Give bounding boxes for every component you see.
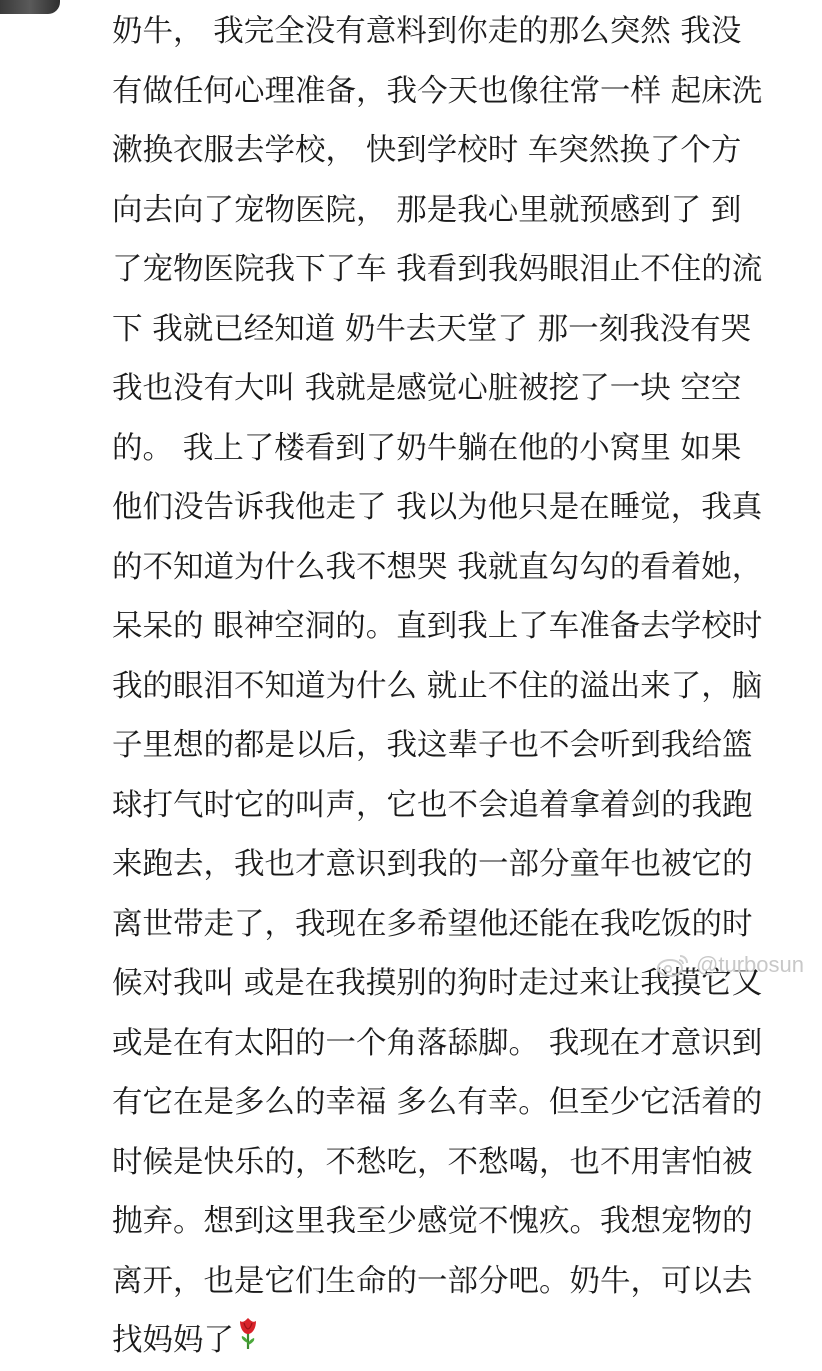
watermark-handle: @turbosun: [696, 952, 804, 977]
post-line: 的不知道为什么我不想哭 我就直勾勾的看着她，: [112, 549, 763, 585]
post-line: 候对我叫 或是在我摸别的狗时走过来让我摸它又: [112, 966, 763, 1001]
avatar[interactable]: [0, 0, 60, 14]
post-line: 了宠物医院我下了车 我看到我妈眼泪止不住的流: [112, 252, 763, 287]
post-line: 有做任何心理准备，我今天也像往常一样 起床洗: [112, 73, 763, 109]
post-text: [112, 2, 788, 1371]
post-line-last: [112, 1311, 788, 1371]
post-line: 漱换衣服去学校， 快到学校时 车突然换了个方: [112, 133, 742, 168]
watermark: [656, 952, 804, 978]
post-line: 离世带走了，我现在多希望他还能在我吃饭的时: [112, 906, 753, 942]
post-line: 球打气时它的叫声，它也不会追着拿着剑的我跑: [112, 787, 753, 823]
post-line: 的。 我上了楼看到了奶牛躺在他的小窝里 如果: [112, 430, 742, 466]
post-line: 他们没告诉我他走了 我以为他只是在睡觉，我真: [112, 490, 763, 525]
post-line: 找妈妈了: [112, 1323, 234, 1358]
post-line: 抛弃。想到这里我至少感觉不愧疚。我想宠物的: [112, 1204, 753, 1239]
weibo-icon: [656, 952, 690, 978]
rose-icon: [236, 1312, 260, 1371]
post-line: 时候是快乐的，不愁吃，不愁喝，也不用害怕被: [112, 1144, 753, 1180]
post-line: 我的眼泪不知道为什么 就止不住的溢出来了，脑: [112, 668, 763, 704]
post-line: 来跑去，我也才意识到我的一部分童年也被它的: [112, 847, 753, 882]
post-line: 下 我就已经知道 奶牛去天堂了 那一刻我没有哭: [112, 311, 752, 347]
post-line: 有它在是多么的幸福 多么有幸。但至少它活着的: [112, 1085, 763, 1120]
post-line: 奶牛， 我完全没有意料到你走的那么突然 我没: [112, 14, 742, 49]
post-line: 我也没有大叫 我就是感觉心脏被挖了一块 空空: [112, 371, 742, 406]
post-line: 向去向了宠物医院， 那是我心里就预感到了 到: [112, 192, 742, 228]
post-line: 离开，也是它们生命的一部分吧。奶牛，可以去: [112, 1263, 753, 1299]
post-line: 或是在有太阳的一个角落舔脚。 我现在才意识到: [112, 1025, 763, 1061]
post-line: 子里想的都是以后，我这辈子也不会听到我给篮: [112, 728, 753, 763]
post-line: 呆呆的 眼神空洞的。直到我上了车准备去学校时: [112, 609, 763, 644]
